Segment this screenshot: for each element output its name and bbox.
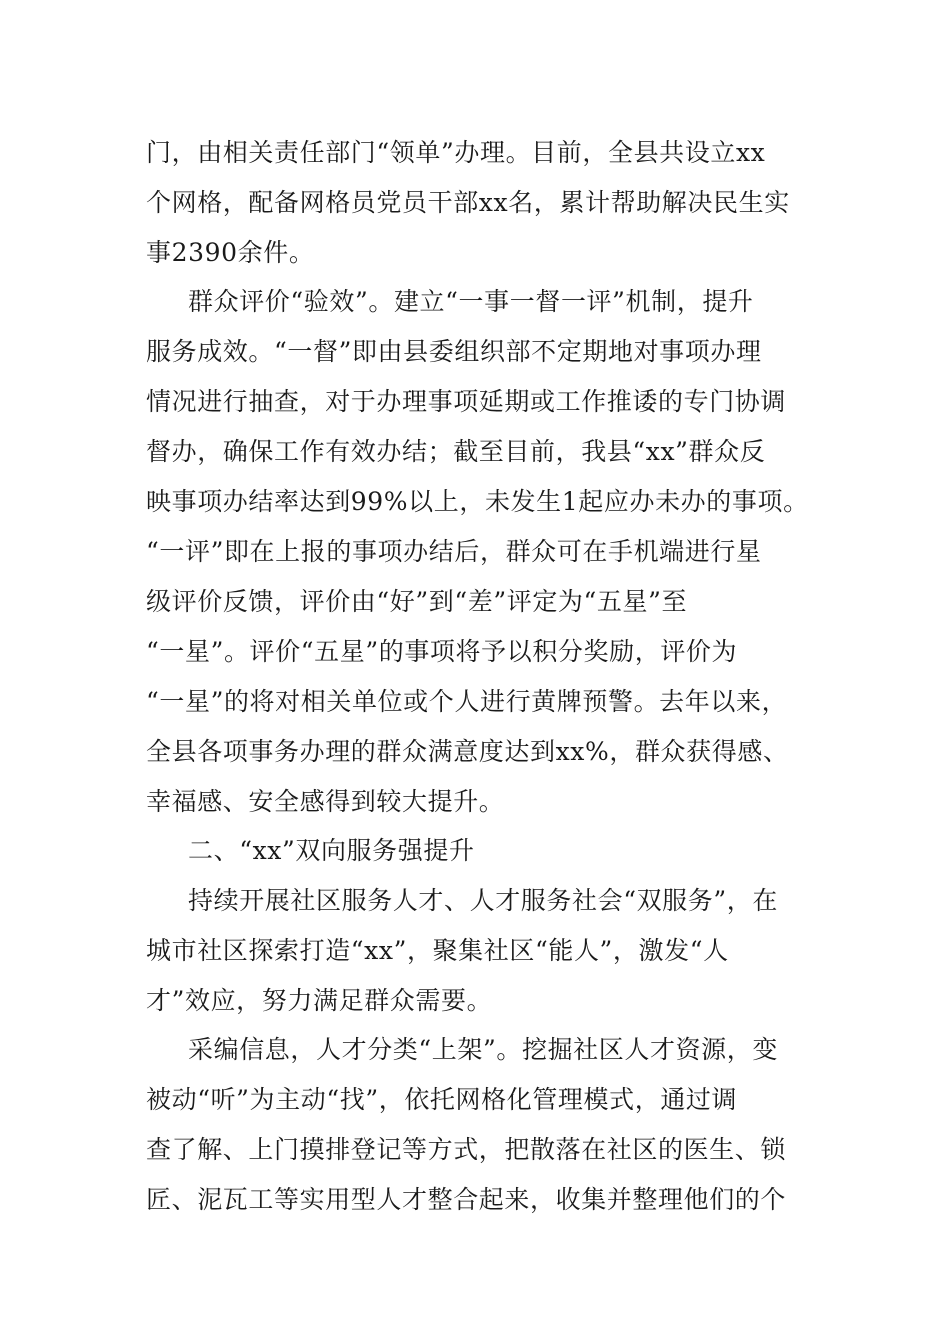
text-line: 督办，确保工作有效办结；截至目前，我县“xx”群众反 [146,437,766,466]
text-line: 映事项办结率达到99%以上，未发生1起应办未办的事项。 [146,487,809,516]
text-line: 匠、泥瓦工等实用型人才整合起来，收集并整理他们的个 [146,1185,787,1214]
text-line: 城市社区探索打造“xx”，聚集社区“能人”，激发“人 [146,936,729,965]
text-line: 服务成效。“一督”即由县委组织部不定期地对事项办理 [146,337,762,366]
text-line: 门，由相关责任部门“领单”办理。目前，全县共设立xx [146,138,766,167]
text-line: “一星”。评价“五星”的事项将予以积分奖励，评价为 [146,637,738,666]
text-line: 个网格，配备网格员党员干部xx名，累计帮助解决民生实 [146,188,790,217]
text-line: 才”效应，努力满足群众需要。 [146,986,493,1015]
section-heading: 二、“xx”双向服务强提升 [188,836,475,865]
text-line: 事2390余件。 [146,238,315,267]
text-line: 全县各项事务办理的群众满意度达到xx%，群众获得感、 [146,737,789,766]
text-line: 情况进行抽查，对于办理事项延期或工作推诿的专门协调 [146,387,787,416]
text-line: “一星”的将对相关单位或个人进行黄牌预警。去年以来， [146,687,788,716]
text-line: 被动“听”为主动“找”，依托网格化管理模式，通过调 [146,1085,738,1114]
paragraph-first-line: 群众评价“验效”。建立“一事一督一评”机制，提升 [188,287,754,316]
paragraph-first-line: 采编信息，人才分类“上架”。挖掘社区人才资源，变 [188,1035,778,1064]
paragraph-first-line: 持续开展社区服务人才、人才服务社会“双服务”，在 [188,886,778,915]
text-line: “一评”即在上报的事项办结后，群众可在手机端进行星 [146,537,762,566]
text-line: 幸福感、安全感得到较大提升。 [146,787,505,816]
text-line: 查了解、上门摸排登记等方式，把散落在社区的医生、锁 [146,1135,787,1164]
text-line: 级评价反馈，评价由“好”到“差”评定为“五星”至 [146,587,688,616]
